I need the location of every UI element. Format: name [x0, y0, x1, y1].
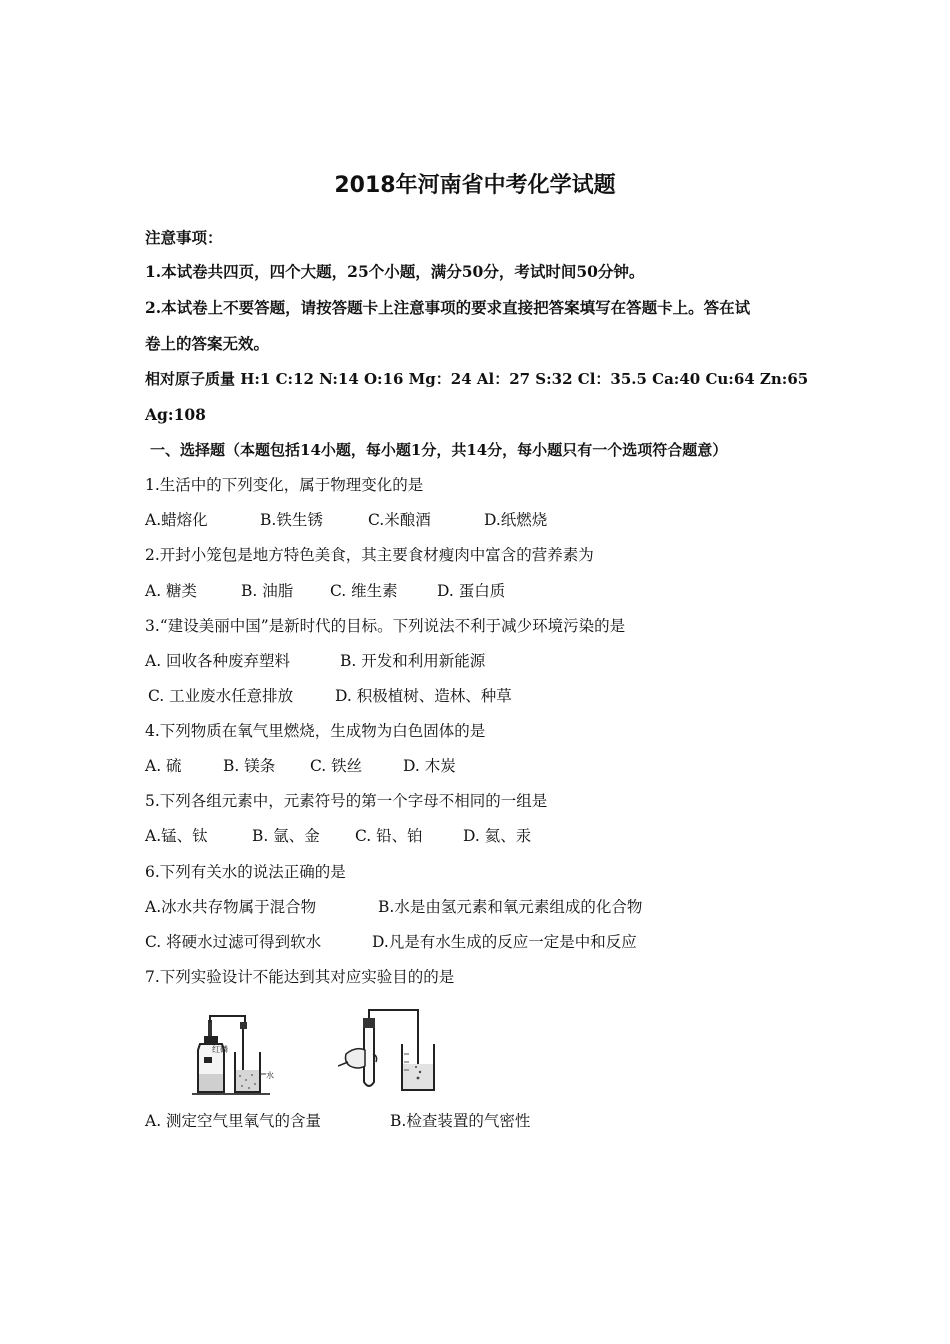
option-d: D. 蛋白质 [437, 582, 506, 600]
option-d: D. 木炭 [403, 757, 456, 775]
note-1: 1.本试卷共四页，四个大题，25个小题，满分50分，考试时间50分钟。 [145, 262, 645, 281]
option-b: B. 氩、金 [252, 827, 320, 845]
option-a: A.蜡熔化 [145, 511, 208, 529]
option-c: C. 维生素 [330, 582, 398, 600]
atomic-mass-line-2: Ag:108 [145, 405, 206, 424]
option-c: C. 工业废水任意排放 [148, 687, 294, 705]
option-a: A. 硫 [145, 757, 182, 775]
oxygen-content-apparatus-figure [190, 1012, 280, 1098]
water-label: 水 [266, 1071, 274, 1080]
option-b: B. 开发和利用新能源 [340, 652, 486, 670]
note-2-line-1: 2.本试卷上不要答题，请按答题卡上注意事项的要求直接把答案填写在答题卡上。答在试 [145, 298, 751, 317]
option-b: B.检查装置的气密性 [390, 1112, 531, 1130]
option-d: D.凡是有水生成的反应一定是中和反应 [372, 933, 637, 951]
option-c: C.米酿酒 [368, 511, 431, 529]
option-b: B. 镁条 [223, 757, 276, 775]
phosphorus-label: 红磷 [212, 1045, 228, 1054]
question-4-stem: 4.下列物质在氧气里燃烧，生成物为白色固体的是 [145, 722, 486, 740]
option-c: C. 铁丝 [310, 757, 363, 775]
note-2-line-2: 卷上的答案无效。 [145, 334, 270, 353]
question-7-stem: 7.下列实验设计不能达到其对应实验目的的是 [145, 968, 455, 986]
option-d: D. 积极植树、造林、种草 [335, 687, 512, 705]
option-a: A.锰、钛 [145, 827, 208, 845]
option-a: A. 测定空气里氧气的含量 [145, 1112, 322, 1130]
airtightness-check-figure [338, 1004, 438, 1098]
section-1-heading: 一、选择题（本题包括14小题，每小题1分，共14分，每小题只有一个选项符合题意） [150, 441, 728, 459]
option-d: D. 氦、汞 [463, 827, 532, 845]
question-6-stem: 6.下列有关水的说法正确的是 [145, 863, 346, 881]
option-c: C. 将硬水过滤可得到软水 [145, 933, 322, 951]
option-b: B. 油脂 [241, 582, 294, 600]
notes-heading: 注意事项： [145, 228, 223, 247]
option-a: A. 回收各种废弃塑料 [145, 652, 291, 670]
option-a: A. 糖类 [145, 582, 198, 600]
option-b: B.水是由氢元素和氧元素组成的化合物 [378, 898, 643, 916]
atomic-mass-line-1: 相对原子质量 H:1 C:12 N:14 O:16 Mg：24 Al：27 S:32 Cl：35.5 Ca:40 Cu:64 Zn:65 [145, 370, 809, 388]
option-a: A.冰水共存物属于混合物 [145, 898, 317, 916]
exam-title: 2018年河南省中考化学试题 [334, 173, 616, 198]
option-c: C. 铅、铂 [355, 827, 423, 845]
question-3-stem: 3.“建设美丽中国”是新时代的目标。下列说法不利于减少环境污染的是 [145, 617, 626, 635]
option-b: B.铁生锈 [260, 511, 323, 529]
option-d: D.纸燃烧 [484, 511, 548, 529]
question-2-stem: 2.开封小笼包是地方特色美食，其主要食材瘦肉中富含的营养素为 [145, 546, 594, 564]
question-1-stem: 1.生活中的下列变化，属于物理变化的是 [145, 476, 424, 494]
question-5-stem: 5.下列各组元素中，元素符号的第一个字母不相同的一组是 [145, 792, 548, 810]
